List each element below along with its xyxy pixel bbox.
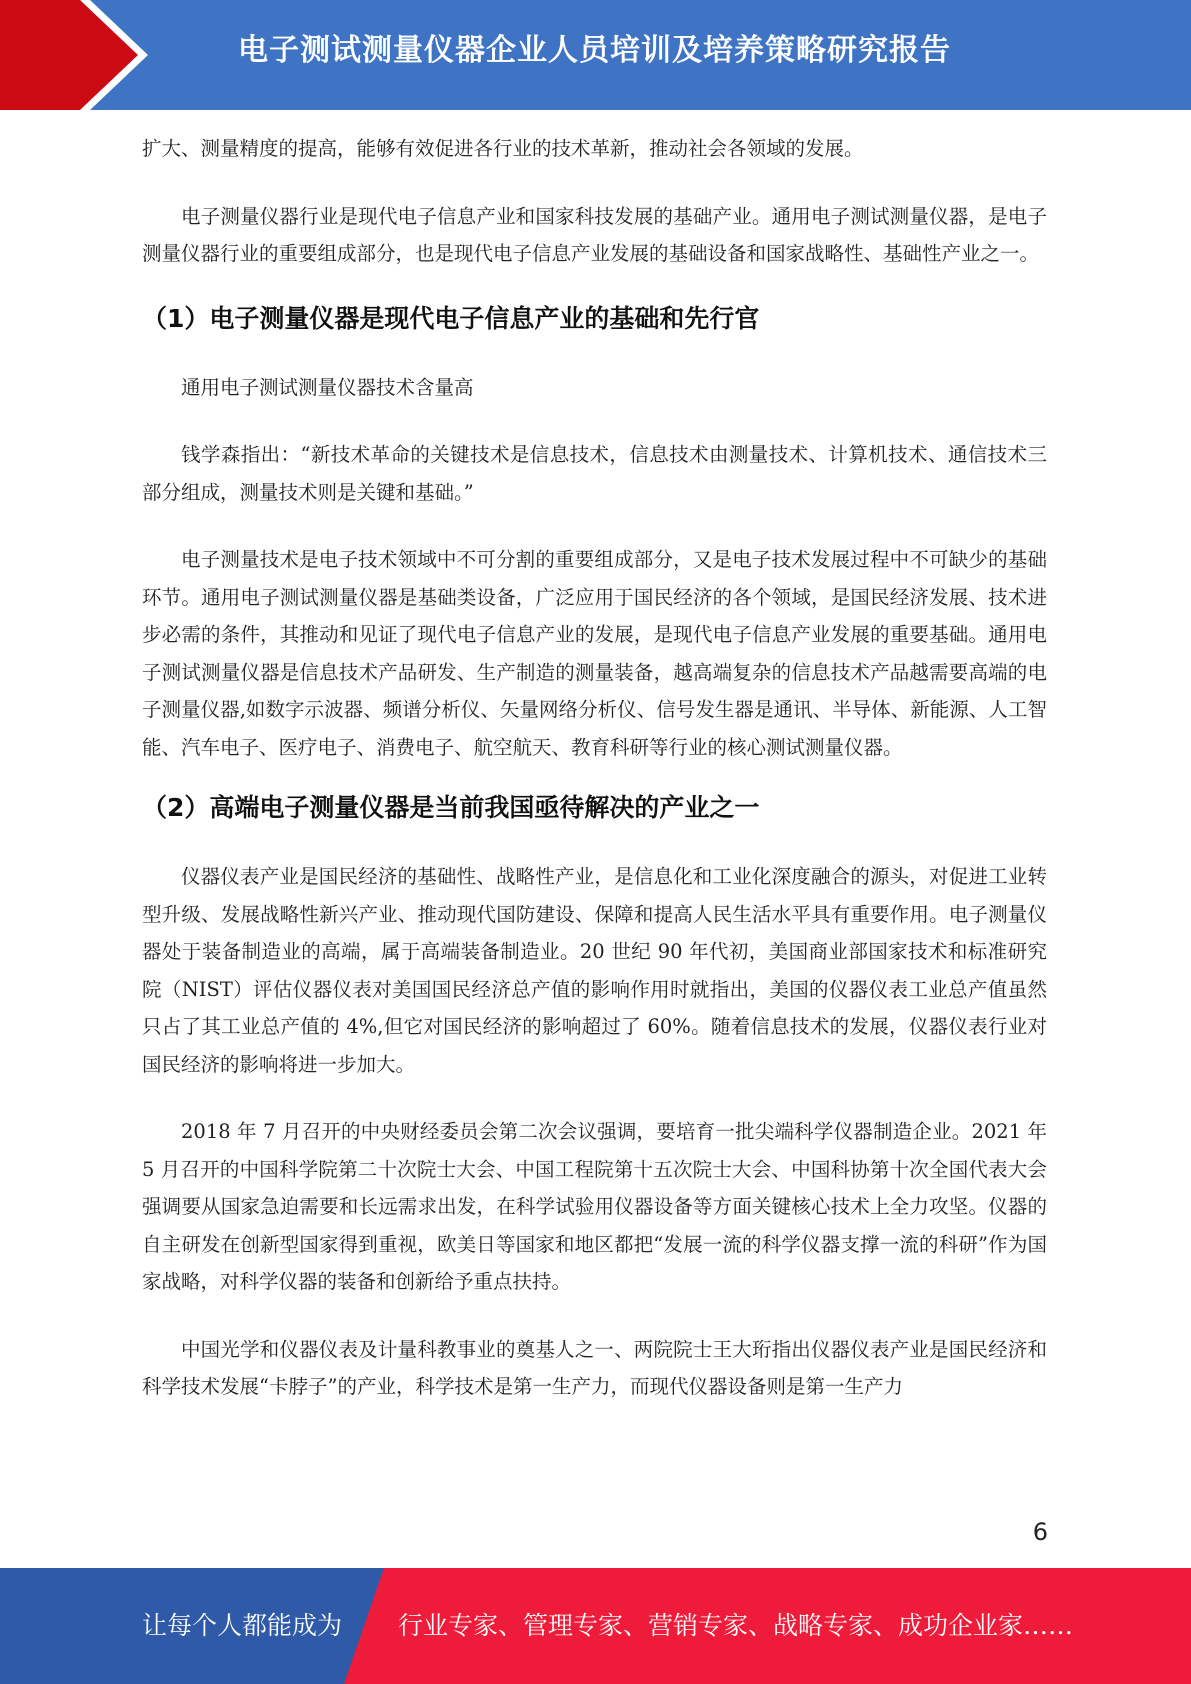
section-heading-2: （2）高端电子测量仪器是当前我国亟待解决的产业之一 — [142, 793, 760, 822]
report-title: 电子测试测量仪器企业人员培训及培养策略研究报告 — [238, 33, 951, 68]
section-heading-1: （1）电子测量仪器是现代电子信息产业的基础和先行官 — [142, 303, 760, 333]
paragraph: 通用电子测试测量仪器技术含量高 — [181, 375, 474, 399]
paragraph: 2018 年 7 月召开的中央财经委员会第二次会议强调，要培育一批尖端科学仪器制造企业。2021 年 5 月召开的中国科学院第二十次院士大会、中国工程院第十五次院士大会、中国科协第十次全国代表大会强调要从国家急迫需要和长远需求出发，在科学试验用仪器设备等方面关键核心技术上全力攻坚。仪器的自主研发在创新型国家得到重视，欧美日等国家和地区都把“发展一流的科学仪器支撑一流的科研”作为国家战略，对科学仪器的装备和创新给予重点扶持。 — [142, 1120, 1047, 1293]
paragraph: 仪器仪表产业是国民经济的基础性、战略性产业，是信息化和工业化深度融合的源头，对促进工业转型升级、发展战略性新兴产业、推动现代国防建设、保障和提高人民生活水平具有重要作用。电子测量仪器处于装备制造业的高端，属于高端装备制造业。20 世纪 90 年代初，美国商业部国家技术和标准研究院（NIST）评估仪器仪表对美国国民经济总产值的影响作用时就指出，美国的仪器仪表工业总产值虽然只占了其工业总产值的 4%,但它对国民经济的影响超过了 60%。随着信息技术的发展，仪器仪表行业对国民经济的影响将进一步加大。 — [142, 865, 1047, 1076]
footer-slogan-left: 让每个人都能成为 — [142, 1611, 343, 1640]
page-number: 6 — [1032, 1518, 1048, 1546]
page-footer — [0, 1568, 1191, 1684]
paragraph: 钱学森指出：“新技术革命的关键技术是信息技术，信息技术由测量技术、计算机技术、通信技术三部分组成，测量技术则是关键和基础。” — [142, 443, 1047, 504]
footer-slogan-right: 行业专家、管理专家、营销专家、战略专家、成功企业家…… — [398, 1611, 1074, 1640]
page-header — [0, 0, 1191, 110]
paragraph: 中国光学和仪器仪表及计量科教事业的奠基人之一、两院院士王大珩指出仪器仪表产业是国民经济和科学技术发展“卡脖子”的产业，科学技术是第一生产力，而现代仪器设备则是第一生产力 — [142, 1337, 1047, 1398]
document-body — [142, 130, 1047, 1406]
paragraph: 电子测量技术是电子技术领域中不可分割的重要组成部分，又是电子技术发展过程中不可缺少的基础环节。通用电子测试测量仪器是基础类设备，广泛应用于国民经济的各个领域，是国民经济发展、技术进步必需的条件，其推动和见证了现代电子信息产业的发展，是现代电子信息产业发展的重要基础。通用电子测试测量仪器是信息技术产品研发、生产制造的测量装备，越高端复杂的信息技术产品越需要高端的电子测量仪器,如数字示波器、频谱分析仪、矢量网络分析仪、信号发生器是通讯、半导体、新能源、人工智能、汽车电子、医疗电子、消费电子、航空航天、教育科研等行业的核心测试测量仪器。 — [142, 548, 1047, 759]
paragraph: 扩大、测量精度的提高，能够有效促进各行业的技术革新，推动社会各领域的发展。 — [142, 137, 864, 160]
paragraph: 电子测量仪器行业是现代电子信息产业和国家科技发展的基础产业。通用电子测试测量仪器，是电子测量仪器行业的重要组成部分，也是现代电子信息产业发展的基础设备和国家战略性、基础性产业之一。 — [142, 204, 1047, 265]
header-arrow-decoration — [0, 0, 160, 110]
